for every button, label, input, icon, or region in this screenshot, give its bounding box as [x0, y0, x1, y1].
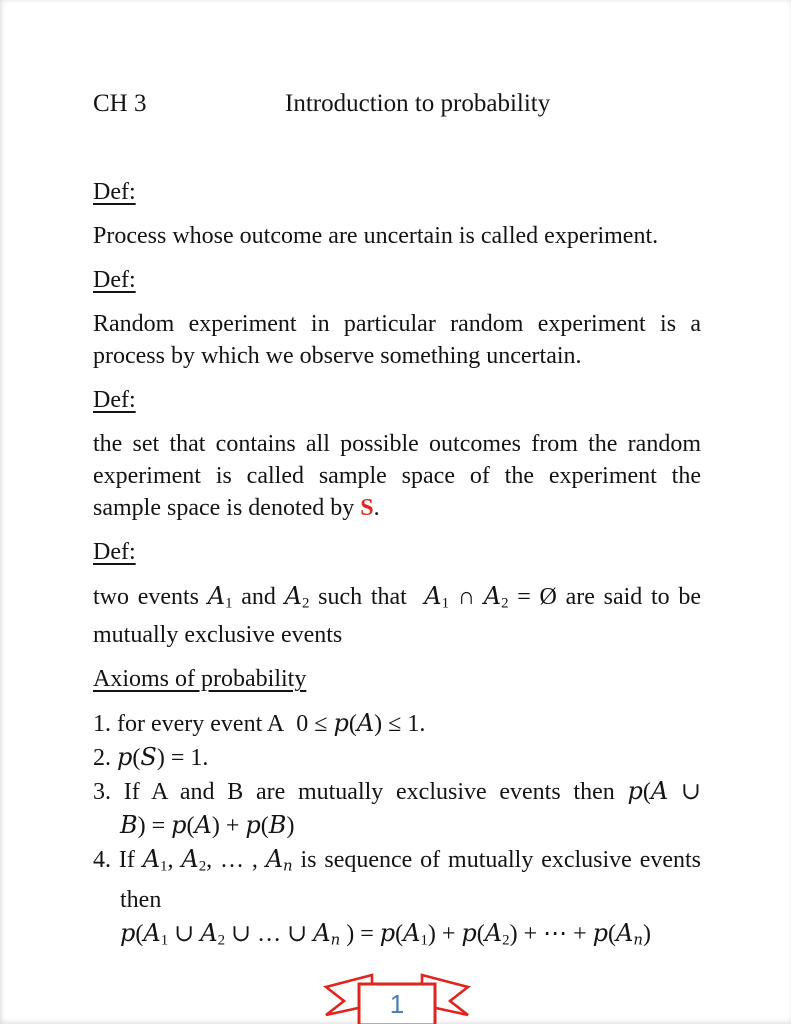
text-line — [93, 428, 701, 460]
text-line — [93, 340, 701, 372]
text-segment: ( — [135, 920, 144, 947]
text-segment: ( — [395, 920, 404, 947]
axioms-heading: Axioms of probability — [93, 666, 307, 693]
page-number-ribbon — [322, 970, 472, 1024]
text-segment: ) + ⋯ + — [509, 920, 593, 947]
math-segment: A — [284, 582, 302, 610]
math-segment: p — [120, 918, 136, 947]
axiom-item-3 — [93, 775, 701, 843]
text-segment: ( — [348, 711, 357, 738]
math-segment: A — [424, 582, 442, 610]
text-segment: ( — [260, 813, 269, 840]
text-segment: ) = — [137, 813, 172, 840]
text-segment: ∪ … ∪ — [225, 920, 314, 947]
text-segment: experiment is called sample space of the experiment the — [93, 463, 701, 489]
math-segment: A — [650, 777, 669, 806]
text-line — [93, 843, 701, 883]
def-heading: Def: — [93, 179, 136, 205]
math-segment: A — [200, 918, 218, 947]
def-section-3 — [93, 384, 701, 524]
math-segment: S — [360, 495, 374, 521]
text-segment: two events — [93, 584, 208, 610]
def-body — [93, 308, 701, 372]
def-body — [93, 220, 701, 252]
text-segment: and — [232, 584, 285, 610]
page-title: Introduction to probability — [285, 90, 551, 117]
math-segment: p — [379, 918, 396, 947]
math-segment: n — [633, 929, 643, 948]
math-segment: A — [194, 811, 212, 840]
math-segment: 2 — [198, 858, 207, 875]
math-segment: 2 — [501, 595, 509, 612]
def-heading: Def: — [93, 267, 136, 293]
axioms-section — [93, 663, 701, 957]
text-line — [93, 775, 701, 809]
math-segment: A — [142, 845, 161, 874]
math-segment: n — [330, 929, 341, 948]
document-header — [93, 88, 701, 120]
math-segment: 1 — [160, 931, 169, 948]
math-segment: A — [143, 918, 161, 947]
math-segment: p — [627, 777, 643, 806]
math-segment: A — [403, 918, 421, 947]
math-segment: 2 — [217, 931, 226, 948]
math-segment: A — [616, 918, 634, 947]
text-segment: ) — [642, 920, 651, 947]
text-segment: Process whose outcome are uncertain is called experiment. — [93, 223, 659, 249]
math-segment: A — [207, 582, 226, 610]
text-line — [93, 492, 701, 524]
text-segment: ( — [642, 779, 651, 806]
ribbon-banner-icon — [322, 970, 472, 1024]
text-segment: ) — [286, 813, 295, 840]
axiom-item-1 — [93, 707, 701, 741]
text-line — [93, 741, 701, 775]
text-segment: ) + — [427, 920, 462, 947]
page-number: 1 — [389, 988, 405, 1019]
chapter-label: CH 3 — [93, 90, 147, 117]
text-line — [93, 580, 701, 619]
math-segment: A — [265, 845, 284, 874]
text-segment: , — [167, 847, 182, 874]
def-section-1 — [93, 176, 701, 252]
math-segment: p — [245, 811, 261, 840]
text-line — [93, 619, 701, 651]
math-segment: A — [484, 918, 503, 947]
text-segment: the set that contains all possible outcomes from the random — [93, 431, 701, 457]
text-segment: ) = 1. — [156, 745, 209, 772]
def-heading: Def: — [93, 387, 136, 413]
text-line — [93, 220, 701, 252]
text-line — [93, 917, 701, 957]
text-segment: process by which we observe something uncertain. — [93, 343, 582, 369]
text-segment: 1. for every event A 0 ≤ — [93, 711, 334, 738]
text-segment: ( — [186, 813, 195, 840]
text-line — [93, 809, 701, 843]
math-segment: p — [333, 709, 349, 738]
text-segment: ∪ — [668, 779, 702, 806]
math-segment: 1 — [441, 595, 450, 612]
text-line — [93, 460, 701, 492]
math-segment: 1 — [160, 858, 168, 875]
math-segment: p — [117, 743, 133, 772]
text-segment: such that — [309, 584, 425, 610]
math-segment: A — [313, 918, 331, 947]
text-segment: ( — [476, 920, 485, 947]
math-segment: p — [592, 918, 609, 947]
text-segment: ( — [132, 745, 141, 772]
text-segment: ∩ — [449, 584, 484, 610]
text-segment: ) + — [211, 813, 246, 840]
def-body — [93, 580, 701, 651]
text-segment: is sequence of mutually exclusive events — [292, 847, 702, 874]
math-segment: A — [181, 845, 199, 874]
math-segment: B — [120, 811, 138, 840]
math-segment: 2 — [301, 595, 310, 612]
math-segment: 1 — [420, 931, 428, 948]
math-segment: p — [171, 811, 187, 840]
text-segment: ) = — [340, 920, 380, 947]
text-line — [93, 707, 701, 741]
axioms-list — [93, 707, 701, 957]
axiom-item-2 — [93, 741, 701, 775]
def-heading: Def: — [93, 539, 136, 565]
axiom-item-4 — [93, 843, 701, 957]
math-segment: S — [140, 743, 157, 772]
text-segment: Random experiment in particular random experiment is a — [93, 311, 701, 337]
math-segment: 2 — [502, 931, 510, 948]
text-segment: 4. If — [93, 847, 143, 874]
text-segment: then — [120, 886, 162, 913]
math-segment: p — [461, 918, 477, 947]
text-segment: 3. If A and B are mutually exclusive events then — [93, 779, 628, 806]
text-line — [93, 884, 701, 917]
def-section-4 — [93, 536, 701, 651]
text-segment: ∪ — [168, 920, 201, 947]
math-segment: B — [268, 811, 287, 840]
def-section-2 — [93, 264, 701, 372]
text-line — [93, 308, 701, 340]
def-body — [93, 428, 701, 524]
math-segment: A — [356, 709, 375, 738]
text-segment: 2. — [93, 745, 117, 772]
text-segment: ( — [608, 920, 617, 947]
text-segment: . — [373, 495, 380, 521]
text-segment: , … , — [206, 847, 266, 874]
text-segment: = Ø are said to be — [508, 584, 702, 610]
text-segment: ) ≤ 1. — [374, 711, 426, 738]
text-segment: mutually exclusive events — [93, 622, 343, 649]
math-segment: 1 — [225, 595, 233, 612]
text-segment: sample space is denoted by — [93, 495, 361, 521]
math-segment: n — [283, 856, 293, 875]
math-segment: A — [483, 582, 502, 610]
